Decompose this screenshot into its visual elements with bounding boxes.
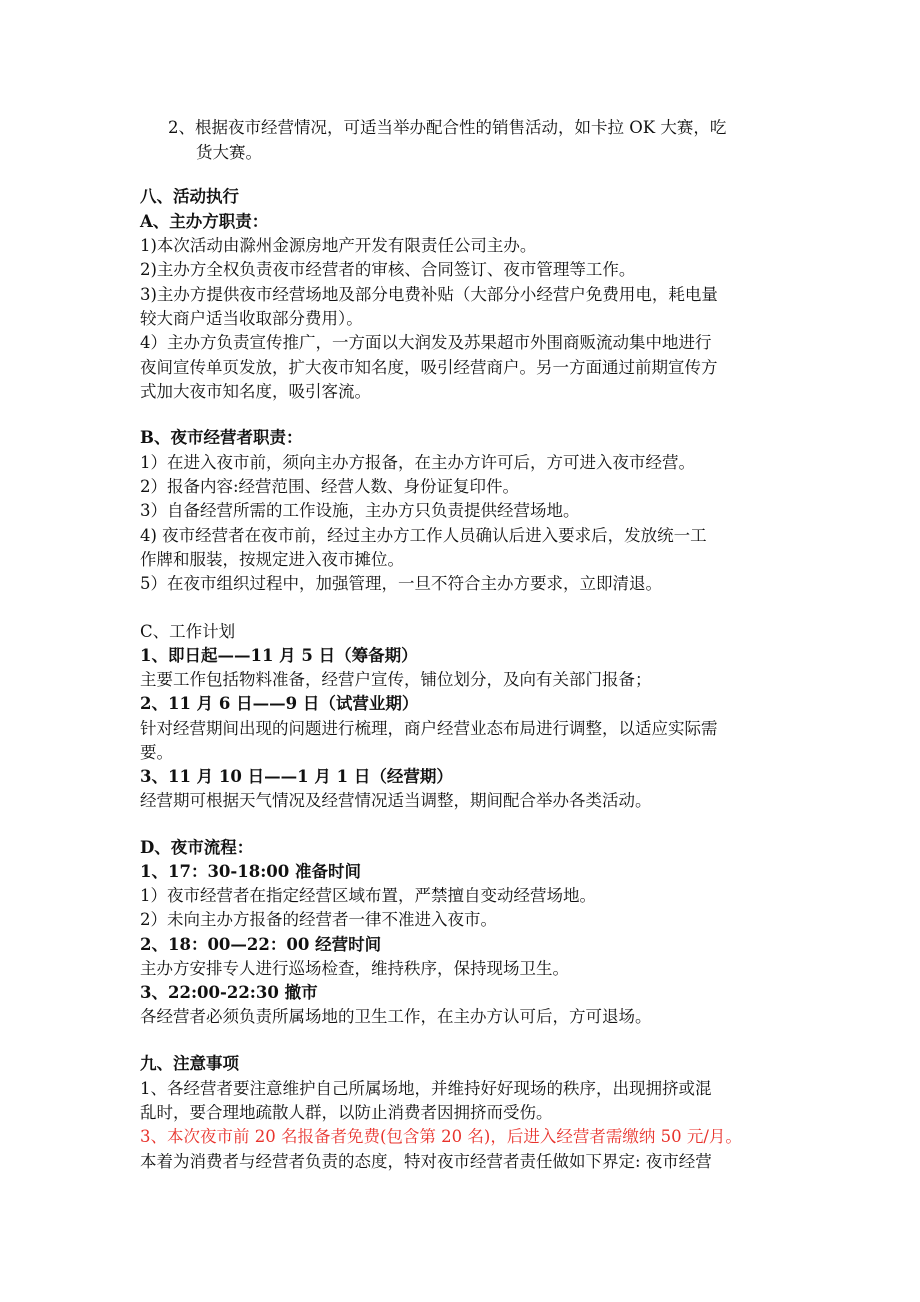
- text-line: 1）在进入夜市前，须向主办方报备，在主办方许可后，方可进入夜市经营。: [140, 453, 695, 472]
- subsection-heading: C、工作计划: [140, 622, 236, 641]
- subsection-heading: B、夜市经营者职责：: [140, 428, 303, 447]
- text-line: 夜间宣传单页发放，扩大夜市知名度，吸引经营商户。另一方面通过前期宣传方: [140, 358, 718, 377]
- highlighted-fee-line: 3、本次夜市前 20 名报备者免费(包含第 20 名)，后进入经营者需缴纳 50 元/月。: [140, 1127, 742, 1146]
- text-line: 3)主办方提供夜市经营场地及部分电费补贴（大部分小经营户免费用电，耗电量: [140, 285, 718, 304]
- text-line: 各经营者必须负责所属场地的卫生工作，在主办方认可后，方可退场。: [140, 1007, 652, 1026]
- section-heading: 九、注意事项: [140, 1054, 239, 1073]
- text-line: 作牌和服装，按规定进入夜市摊位。: [140, 550, 404, 569]
- flow-item-heading: 2、18：00—22：00 经营时间: [140, 935, 382, 954]
- text-line: 2)主办方全权负责夜市经营者的审核、合同签订、夜市管理等工作。: [140, 260, 636, 279]
- text-line: 1、各经营者要注意维护自己所属场地，并维持好好现场的秩序，出现拥挤或混: [140, 1079, 712, 1098]
- text-line: 较大商户适当收取部分费用）。: [140, 309, 363, 328]
- text-line: 式加大夜市知名度，吸引客流。: [140, 382, 371, 401]
- text-line: 货大赛。: [196, 143, 262, 162]
- text-line: 2）未向主办方报备的经营者一律不准进入夜市。: [140, 910, 497, 929]
- text-line: 要。: [140, 743, 173, 762]
- text-line: 经营期可根据天气情况及经营情况适当调整，期间配合举办各类活动。: [140, 791, 652, 810]
- text-line: 1）夜市经营者在指定经营区域布置，严禁擅自变动经营场地。: [140, 886, 596, 905]
- text-line: 5）在夜市组织过程中，加强管理，一旦不符合主办方要求，立即清退。: [140, 574, 662, 593]
- text-line: 2、根据夜市经营情况，可适当举办配合性的销售活动，如卡拉 OK 大赛，吃: [168, 118, 727, 137]
- flow-item-heading: 3、22:00-22:30 撤市: [140, 983, 318, 1002]
- text-line: 主要工作包括物料准备，经营户宣传，铺位划分，及向有关部门报备；: [140, 670, 652, 689]
- flow-item-heading: 1、17：30-18:00 准备时间: [140, 862, 362, 881]
- subsection-heading: A、主办方职责：: [140, 212, 269, 231]
- plan-item-heading: 2、11 月 6 日——9 日（试营业期）: [140, 694, 419, 713]
- text-line: 1)本次活动由滁州金源房地产开发有限责任公司主办。: [140, 236, 537, 255]
- text-line: 3）自备经营所需的工作设施，主办方只负责提供经营场地。: [140, 501, 580, 520]
- text-line: 2）报备内容:经营范围、经营人数、身份证复印件。: [140, 477, 520, 496]
- text-line: 主办方安排专人进行巡场检查，维持秩序，保持现场卫生。: [140, 959, 569, 978]
- section-heading: 八、活动执行: [140, 187, 239, 206]
- plan-item-heading: 3、11 月 10 日——1 月 1 日（经营期）: [140, 767, 453, 786]
- text-line: 乱时，要合理地疏散人群，以防止消费者因拥挤而受伤。: [140, 1103, 553, 1122]
- text-line: 本着为消费者与经营者负责的态度，特对夜市经营者责任做如下界定: 夜市经营: [140, 1152, 712, 1171]
- text-line: 针对经营期间出现的问题进行梳理，商户经营业态布局进行调整，以适应实际需: [140, 719, 718, 738]
- text-line: 4）主办方负责宣传推广，一方面以大润发及苏果超市外围商贩流动集中地进行: [140, 333, 712, 352]
- text-line: 4) 夜市经营者在夜市前，经过主办方工作人员确认后进入要求后，发放统一工: [140, 526, 707, 545]
- subsection-heading: D、夜市流程：: [140, 838, 254, 857]
- plan-item-heading: 1、即日起——11 月 5 日（筹备期）: [140, 646, 418, 665]
